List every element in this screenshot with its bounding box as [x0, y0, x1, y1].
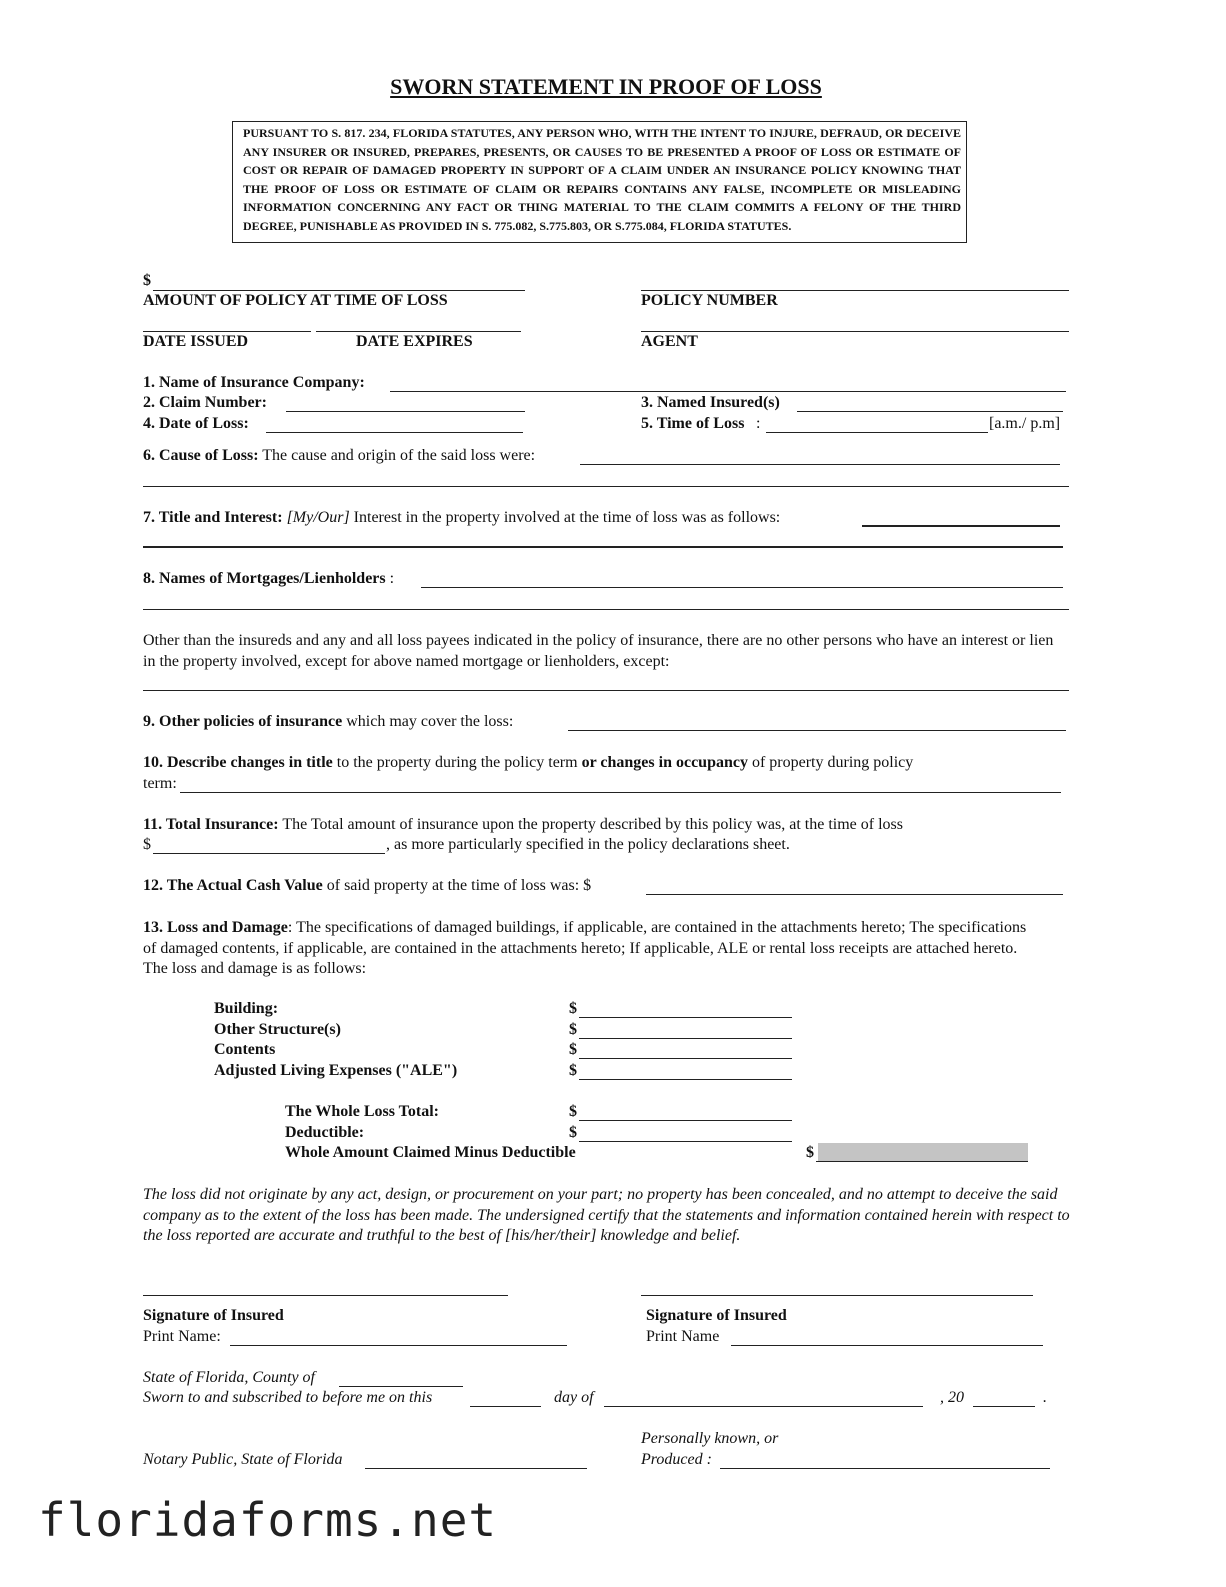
whole-loss-total-field[interactable] [579, 1120, 792, 1121]
print-name-2-label: Print Name [646, 1328, 720, 1345]
total-insurance-field[interactable] [153, 853, 385, 854]
my-our-bracket: [My/Our] [286, 509, 350, 526]
notary-public-field[interactable] [365, 1468, 587, 1469]
sworn-month-field[interactable] [604, 1406, 923, 1407]
claim-number-label: 2. Claim Number: [143, 394, 267, 411]
policy-number-field[interactable] [641, 290, 1069, 291]
other-policies-label: 9. Other policies of insurance [143, 713, 343, 730]
personally-known-label: Personally known, or [641, 1430, 779, 1447]
contents-dollar: $ [569, 1041, 577, 1058]
watermark-logo: floridaforms.net [38, 1493, 498, 1547]
date-expires-label: DATE EXPIRES [356, 333, 473, 350]
policy-number-label: POLICY NUMBER [641, 292, 778, 309]
county-field[interactable] [339, 1386, 463, 1387]
other-structures-dollar: $ [569, 1021, 577, 1038]
changes-occupancy-text: of property during policy [751, 754, 914, 771]
statute-notice: PURSUANT TO S. 817. 234, FLORIDA STATUTES, ANY PERSON WHO, WITH THE INTENT TO INJURE, DEFRAUD, OR DECEIVE ANY INSURER OR INSURED, PREPARES, PRESENTS, OR CAUSES TO BE PRESENTED A PROOF OF LOSS OR ESTIMATE OF COST OR REPAIR OF DAMAGED PROPERTY IN SUPPORT OF A CLAIM UNDER AN INSURANCE POLICY KNOWING THAT THE PROOF OF LOSS OR ESTIMATE OF CLAIM OR REPAIRS CONTAINS ANY FALSE, INCOMPLETE OR MISLEADING INFORMATION CONCERNING ANY FACT OR THING MATERIAL TO THE CLAIM COMMITS A FELONY OF THE THIRD DEGREE, PUNISHABLE AS PROVIDED IN S. 775.082, S.775.803, OR S.775.084, FLORIDA STATUTES. [243, 126, 961, 233]
produced-field[interactable] [720, 1468, 1050, 1469]
claim-number-field[interactable] [286, 411, 525, 412]
deductible-label: Deductible: [285, 1124, 365, 1141]
loss-damage-text [143, 918, 1043, 980]
named-insured-field[interactable] [797, 411, 1063, 412]
other-policies-field[interactable] [568, 730, 1066, 731]
contents-amount-field[interactable] [579, 1058, 792, 1059]
amount-of-policy-label: AMOUNT OF POLICY AT TIME OF LOSS [143, 292, 448, 309]
building-dollar: $ [569, 1000, 577, 1017]
changes-occupancy-label: or changes in occupancy [581, 754, 748, 771]
insurance-company-label: 1. Name of Insurance Company: [143, 374, 365, 391]
statute-notice-box [232, 121, 967, 243]
amount-claimed-underline [816, 1161, 1028, 1162]
total-insurance-dollar: $ [143, 836, 151, 853]
cause-of-loss-text: The cause and origin of the said loss were: [262, 447, 536, 464]
actual-cash-value-label: 12. The Actual Cash Value [143, 877, 323, 894]
title-interest-line [143, 509, 780, 527]
mortgages-field[interactable] [421, 587, 1063, 588]
insurance-company-field[interactable] [390, 391, 1066, 392]
ale-dollar: $ [569, 1062, 577, 1079]
actual-cash-value-text: of said property at the time of loss was: $ [326, 877, 592, 894]
amount-claimed-dollar: $ [806, 1144, 814, 1161]
changes-title-text: to the property during the policy term [336, 754, 578, 771]
deductible-amount-field[interactable] [579, 1141, 792, 1142]
day-of-label: day of [554, 1389, 594, 1406]
sworn-year-field[interactable] [973, 1406, 1035, 1407]
notary-public-label: Notary Public, State of Florida [143, 1451, 343, 1468]
other-interest-field[interactable] [143, 690, 1069, 691]
title-interest-text: Interest in the property involved at the time of loss was as follows: [353, 509, 781, 526]
signature-insured-2-field[interactable] [641, 1295, 1033, 1296]
title-interest-label: 7. Title and Interest: [143, 509, 283, 526]
title-interest-field-2[interactable] [143, 546, 1063, 548]
whole-loss-total-dollar: $ [569, 1103, 577, 1120]
amount-claimed-field[interactable] [818, 1143, 1028, 1161]
loss-damage-description: : The specifications of damaged buildings, if applicable, are contained in the attachments hereto; The specifications of damaged contents, if applicable, are contained in the attachments hereto; If applicable, ALE or rental loss receipts are attached hereto. The loss and damage is as follows: [143, 919, 1027, 977]
changes-title-line [143, 754, 913, 772]
time-of-loss-field[interactable] [766, 432, 988, 433]
mortgages-line [143, 570, 394, 588]
date-expires-field[interactable] [316, 331, 521, 332]
other-policies-line [143, 713, 513, 731]
contents-label: Contents [214, 1041, 276, 1058]
other-structures-label: Other Structure(s) [214, 1021, 341, 1038]
building-label: Building: [214, 1000, 279, 1017]
am-pm-label: [a.m./ p.m] [989, 415, 1061, 432]
date-of-loss-field[interactable] [266, 432, 523, 433]
cause-of-loss-label: 6. Cause of Loss: [143, 447, 259, 464]
ale-amount-field[interactable] [579, 1079, 792, 1080]
cause-of-loss-field-2[interactable] [143, 486, 1069, 487]
cause-of-loss-line [143, 447, 535, 465]
agent-field[interactable] [641, 331, 1069, 332]
other-structures-amount-field[interactable] [579, 1038, 792, 1039]
print-name-1-label: Print Name: [143, 1328, 221, 1345]
amount-dollar-sign: $ [143, 272, 151, 289]
deductible-dollar: $ [569, 1124, 577, 1141]
other-interest-text: Other than the insureds and any and all loss payees indicated in the policy of insurance, there are no other persons who have an interest or lien in the property involved, except for above named mortgage or lienholders, except: [143, 632, 1054, 670]
form-title: SWORN STATEMENT IN PROOF OF LOSS [390, 74, 822, 99]
total-insurance-text-2: , as more particularly specified in the policy declarations sheet. [386, 836, 790, 853]
title-interest-field[interactable] [862, 525, 1060, 527]
date-issued-label: DATE ISSUED [143, 333, 249, 350]
cause-of-loss-field[interactable] [580, 464, 1060, 465]
term-label: term: [143, 775, 177, 792]
changes-field[interactable] [180, 792, 1061, 793]
mortgages-colon: : [389, 570, 395, 587]
amount-of-policy-field[interactable] [153, 290, 525, 291]
mortgages-field-2[interactable] [143, 609, 1069, 610]
state-county-label: State of Florida, County of [143, 1369, 315, 1386]
time-of-loss-label: 5. Time of Loss [641, 415, 745, 432]
agent-label: AGENT [641, 333, 698, 350]
amount-claimed-label: Whole Amount Claimed Minus Deductible [285, 1144, 576, 1161]
signature-insured-1-label: Signature of Insured [143, 1307, 284, 1324]
total-insurance-text: The Total amount of insurance upon the property described by this policy was, at the time of loss [282, 816, 903, 833]
certification-text: The loss did not originate by any act, design, or procurement on your part; no property has been concealed, and no attempt to deceive the said company as to the extent of the loss has been made. The undersigned certify that the statements and information contained herein with respect to the loss reported are accurate and truthful to the best of [his/her/their] knowledge and belief. [143, 1186, 1070, 1244]
time-of-loss-colon: : [756, 415, 761, 432]
date-of-loss-label: 4. Date of Loss: [143, 415, 249, 432]
other-policies-text: which may cover the loss: [346, 713, 514, 730]
mortgages-label: 8. Names of Mortgages/Lienholders [143, 570, 386, 587]
actual-cash-value-line [143, 877, 591, 895]
ale-label: Adjusted Living Expenses ("ALE") [214, 1062, 458, 1079]
named-insured-label: 3. Named Insured(s) [641, 394, 780, 411]
signature-insured-1-field[interactable] [143, 1295, 508, 1296]
signature-insured-2-label: Signature of Insured [646, 1307, 787, 1324]
print-name-2-field[interactable] [731, 1345, 1043, 1346]
whole-loss-total-label: The Whole Loss Total: [285, 1103, 439, 1120]
sworn-day-field[interactable] [470, 1406, 541, 1407]
building-amount-field[interactable] [579, 1017, 792, 1018]
changes-title-label: 10. Describe changes in title [143, 754, 333, 771]
loss-damage-label: 13. Loss and Damage [143, 919, 288, 936]
total-insurance-line [143, 816, 903, 834]
year-label: , 20 [940, 1389, 964, 1406]
date-issued-field[interactable] [143, 331, 311, 332]
actual-cash-value-field[interactable] [646, 894, 1063, 895]
total-insurance-label: 11. Total Insurance: [143, 816, 279, 833]
sworn-label: Sworn to and subscribed to before me on this [143, 1389, 433, 1406]
produced-label: Produced : [641, 1451, 712, 1468]
print-name-1-field[interactable] [230, 1345, 567, 1346]
sworn-period: . [1043, 1389, 1047, 1406]
